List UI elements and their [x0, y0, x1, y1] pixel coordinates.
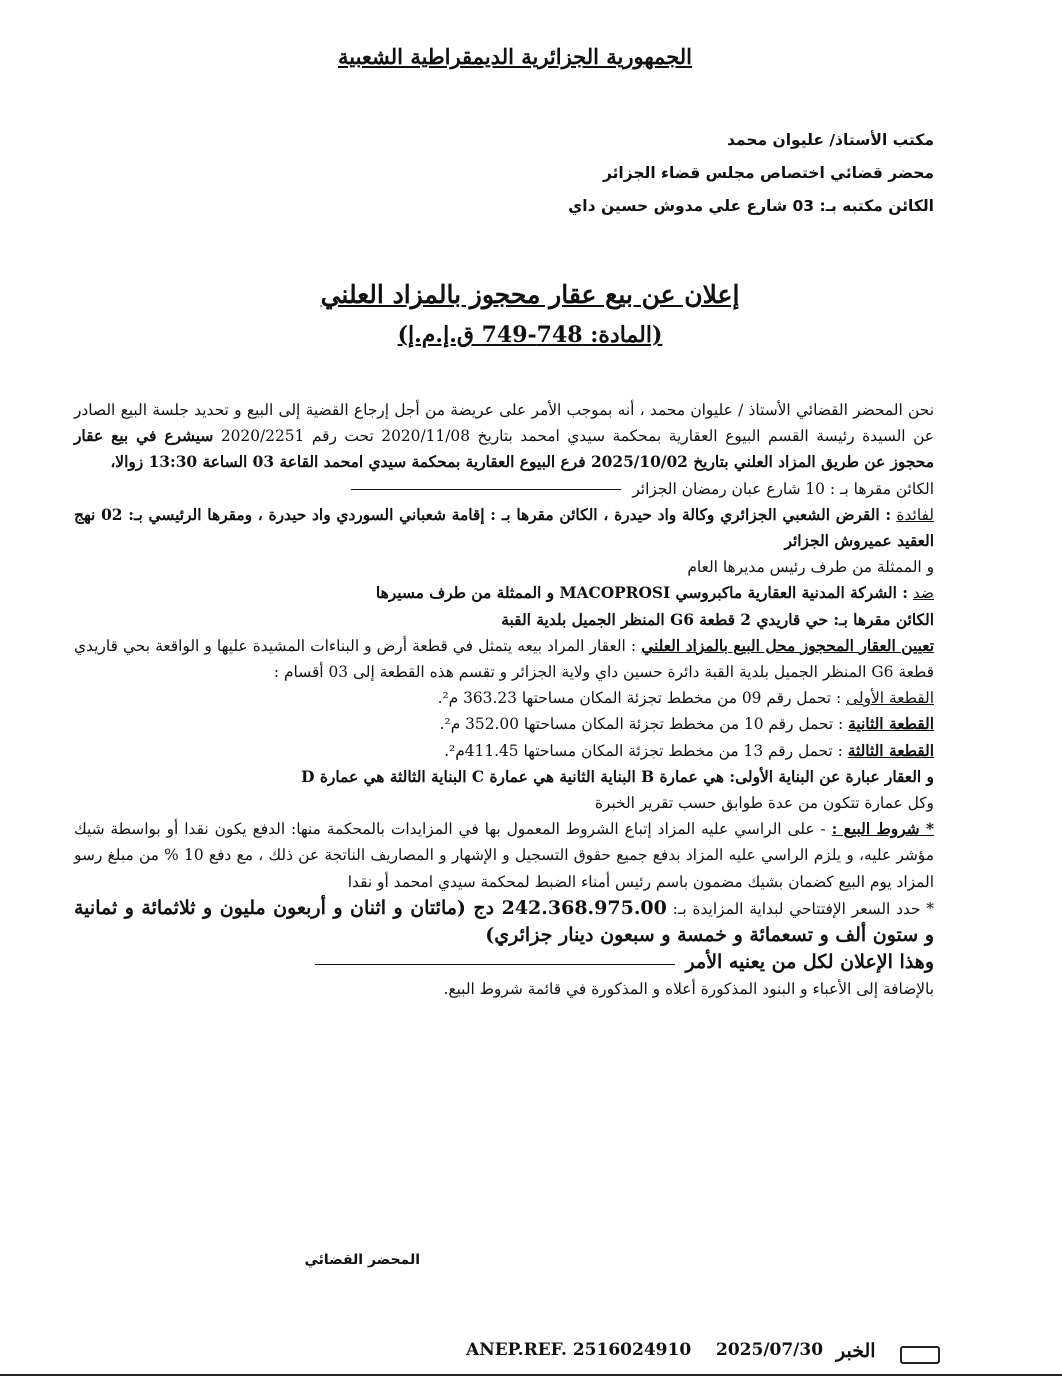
- price-value: 242.368.975.00 دج (مائتان و اثنان و أربعون مليون و ثلاثمائة و ثمانية و ستون ألف و تسعمائة و خمسة و سبعون دينار جزائري): [74, 896, 934, 947]
- signature-label: المحضر القضائي: [304, 1252, 420, 1268]
- beneficiary-label: لفائدة: [896, 505, 934, 524]
- conditions-text: - على الراسي عليه المزاد إتباع الشروط المعمول بها في المزايدات بالمحكمة منها: الدفع يكون نقدا أو بواسطة شيك مؤشر عليه، و يلزم الراسي عليه المزاد بدفع جميع حقوق التسجيل و الإشهار و المصاريف الناتجة عن ذلك ، مع دفع 10 % من مبلغ رسو المزاد يوم البيع كضمان بشيك مضمون باسم رئيس أمناء الضبط لمحكمة سيدي امحمد أو نقدا: [74, 820, 934, 891]
- footer-ref: ANEP.REF. 2516024910: [466, 1340, 692, 1360]
- country-heading: الجمهورية الجزائرية الديمقراطية الشعبية: [337, 44, 692, 69]
- office-jurisdiction: محضر قضائي اختصاص مجلس قضاء الجزائر: [602, 164, 934, 182]
- beneficiary-text: : القرض الشعبي الجزائري وكالة واد حيدرة ، الكائن مقرها بـ : إقامة شعباني السوردي واد حيدرة ، ومقرها الرئيسي بـ: 02 نهج العقيد عميروش الجزائر: [74, 505, 934, 551]
- plot-label: القطعة الأولى: [846, 689, 934, 708]
- buildings-line-2: [74, 790, 934, 816]
- court-address-line: [74, 476, 934, 502]
- footer-date: 2025/07/30: [716, 1340, 824, 1360]
- conditions-paragraph: [74, 816, 934, 895]
- beneficiary-paragraph: [74, 502, 934, 554]
- price-intro: * حدد السعر الإفتتاحي لبداية المزايدة بـ:: [672, 899, 934, 918]
- property-text: : العقار المراد بيعه يتمثل في قطعة أرض و البناءات المشيدة عليها و الواقعة بحي قاريدي قطعة G6 المنظر الجميل بلدية القبة دائرة حسين داي ولاية الجزائر و تقسم هذه القطعة إلى 03 أقسام :: [74, 636, 934, 682]
- footer-divider: [0, 1374, 1062, 1376]
- plot-line: [74, 711, 934, 737]
- notice-text: وهذا الإعلان لكل من يعنيه الأمر: [685, 951, 934, 974]
- plot-label: القطعة الثالثة: [847, 741, 934, 760]
- against-paragraph: [74, 580, 934, 606]
- conditions-label: * شروط البيع :: [831, 820, 934, 839]
- plot-line: [74, 685, 934, 711]
- buildings-text: و العقار عبارة عن البناية الأولى: هي عمارة B البناية الثانية هي عمارة C البناية الثالثة هي عمارة D: [301, 767, 934, 786]
- beneficiary-rep: و الممثلة من طرف رئيس مديرها العام: [687, 558, 934, 577]
- addendum-line: [74, 976, 934, 1002]
- notice-body: [74, 397, 934, 1003]
- notice-title: إعلان عن بيع عقار محجوز بالمزاد العلني: [320, 280, 740, 309]
- against-address-line: [74, 607, 934, 633]
- buildings-line: [74, 764, 934, 790]
- notice-line: [74, 949, 934, 976]
- office-name: مكتب الأستاذ/ عليوان محمد: [726, 131, 934, 149]
- plot-text: : تحمل رقم 09 من مخطط تجزئة المكان مساحتها 363.23 م².: [437, 689, 842, 708]
- buildings-text-2: وكل عمارة تتكون من عدة طوابق حسب تقرير الخبرة: [594, 794, 934, 813]
- against-address: الكائن مقرها بـ: حي قاريدي 2 قطعة G6 المنظر الجميل بلدية القبة: [501, 610, 934, 629]
- notice-article: (المادة: 748-749 ق.إ.م.إ): [397, 322, 663, 348]
- intro-paragraph: [74, 397, 934, 476]
- plot-text: : تحمل رقم 10 من مخطط تجزئة المكان مساحتها 352.00 م².: [439, 715, 844, 734]
- beneficiary-rep-line: [74, 554, 934, 580]
- plot-text: : تحمل رقم 13 من مخطط تجزئة المكان مساحتها 411.45م².: [444, 741, 843, 760]
- fill-line: [351, 489, 621, 490]
- office-address: الكائن مكتبه بـ: 03 شارع علي مدوش حسين داي: [568, 197, 934, 215]
- court-address: الكائن مقرها بـ : 10 شارع عبان رمضان الجزائر: [632, 479, 934, 498]
- office-block: [334, 124, 934, 223]
- fill-line: [315, 964, 675, 965]
- price-paragraph: [74, 895, 934, 949]
- newspaper-logo: الخبر: [836, 1340, 876, 1362]
- addendum-text: بالإضافة إلى الأعباء و البنود المذكورة أعلاه و المذكورة في قائمة شروط البيع.: [443, 980, 934, 999]
- against-text: : الشركة المدنية العقارية ماكبروسي MACOPROSI و الممثلة من طرف مسيرها: [375, 584, 908, 603]
- property-label: تعيين العقار المحجوز محل البيع بالمزاد العلني: [641, 636, 934, 655]
- newspaper-logo-icon: [900, 1346, 940, 1364]
- plot-line: [74, 738, 934, 764]
- intro-text: نحن المحضر القضائي الأستاذ / عليوان محمد ، أنه بموجب الأمر على عريضة من أجل إرجاع القضية إلى البيع و تحديد جلسة البيع الصادر عن السيدة رئيسة القسم البيوع العقارية بمحكمة سيدي امحمد بتاريخ 2020/11/08 تحت رقم 2020/2251: [74, 401, 934, 446]
- sale-date-text: سيشرع في بيع عقار محجوز عن طريق المزاد العلني بتاريخ 2025/10/02 فرع البيوع العقارية بمحكمة سيدي امحمد القاعة 03 الساعة 13:30 زوالا،: [74, 427, 934, 472]
- property-paragraph: [74, 633, 934, 685]
- plot-label: القطعة الثانية: [848, 715, 934, 734]
- against-label: ضد: [912, 584, 934, 603]
